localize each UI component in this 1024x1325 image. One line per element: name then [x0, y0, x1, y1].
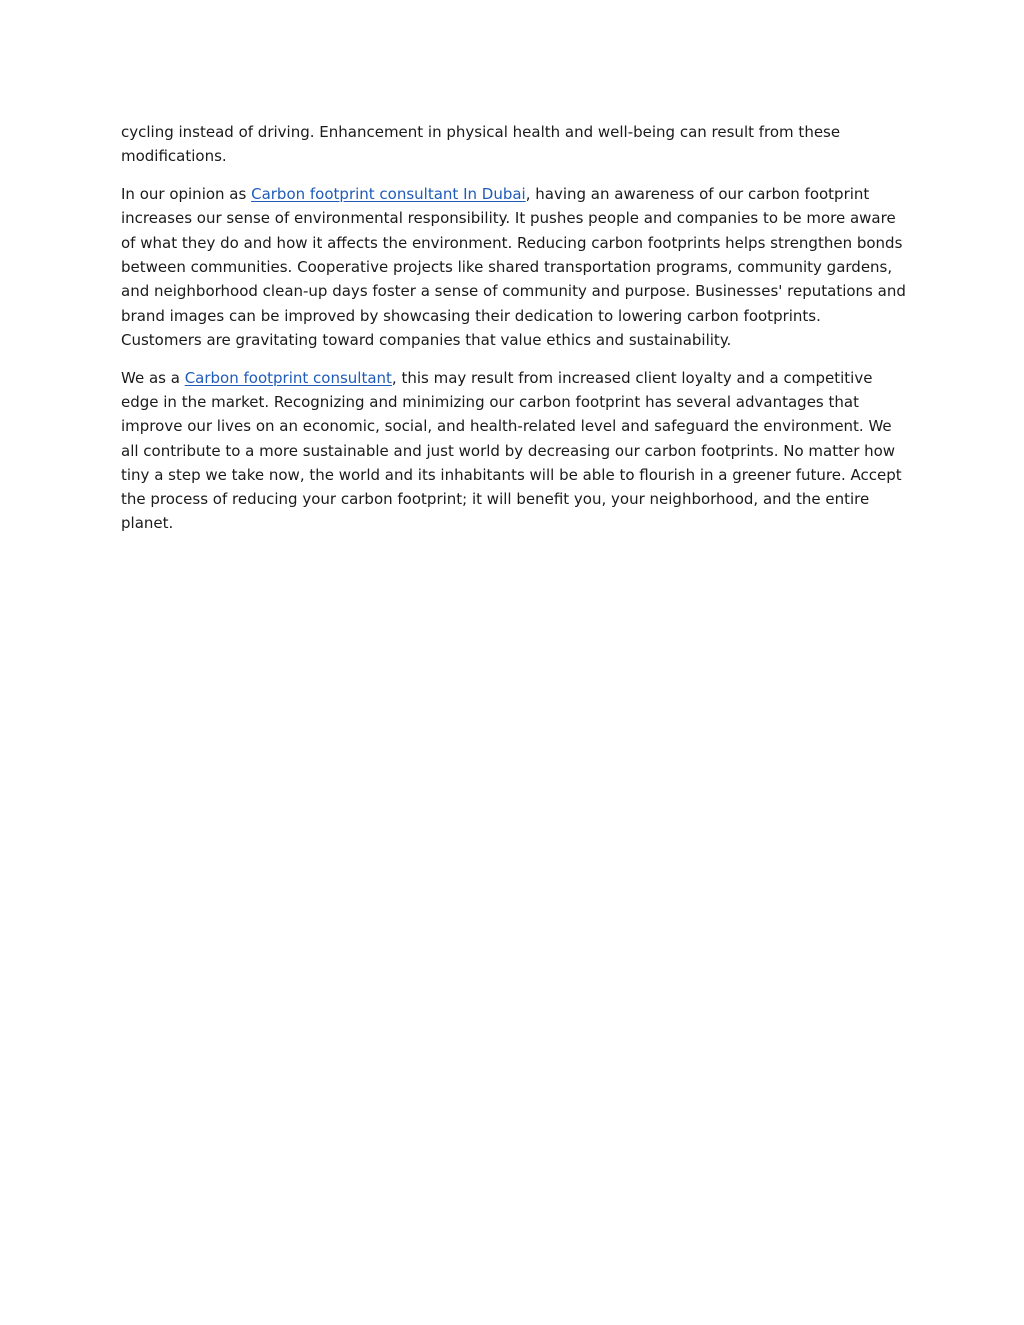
- paragraph-2: [121, 182, 906, 352]
- document-body: [121, 120, 906, 549]
- paragraph-3-body-text: , this may result from increased client loyalty and a competitive edge in the market. Recognizing and minimizing our carbon footprint has several advantages that improve our lives on an economic, social, and health-related level and safeguard the environment. We all contribute to a more sustainable and just world by decreasing our carbon footprints. No matter how tiny a step we take now, the world and its inhabitants will be able to flourish in a greener future. Accept the process of reducing your carbon footprint; it will benefit you, your neighborhood, and the entire planet.: [121, 368, 902, 533]
- paragraph-1: [121, 120, 906, 169]
- paragraph-3: [121, 366, 906, 536]
- paragraph-2-body-text: , having an awareness of our carbon footprint increases our sense of environmental responsibility. It pushes people and companies to be more aware of what they do and how it affects the environment. Reducing carbon footprints helps strengthen bonds between communities. Cooperative projects like shared transportation programs, community gardens, and neighborhood clean-up days foster a sense of community and purpose. Businesses' reputations and brand images can be improved by showcasing their dedication to lowering carbon footprints. Customers are gravitating toward companies that value ethics and sustainability.: [121, 185, 906, 349]
- paragraph-1-text: cycling instead of driving. Enhancement in physical health and well-being can result from these modifications.: [121, 123, 841, 166]
- paragraph-3-lead-text: We as a: [121, 368, 185, 387]
- carbon-consultant-link[interactable]: Carbon footprint consultant: [184, 368, 392, 387]
- paragraph-2-lead-text: In our opinion as: [121, 185, 252, 204]
- carbon-consultant-dubai-link[interactable]: Carbon footprint consultant In Dubai: [251, 185, 526, 204]
